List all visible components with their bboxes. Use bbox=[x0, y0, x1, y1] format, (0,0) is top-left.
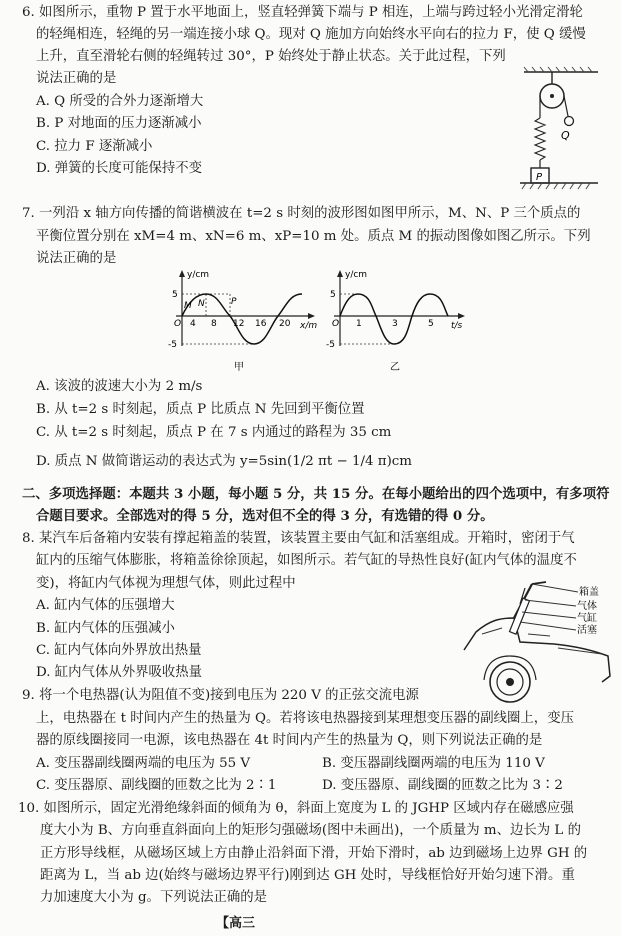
q6-label-q: Q bbox=[561, 129, 570, 142]
q7b-origin: O bbox=[332, 319, 340, 329]
q7a-ytick-5: 5 bbox=[172, 290, 178, 300]
q8-option-b: B. 缸内气体的压强减小 bbox=[36, 621, 175, 636]
q10-stem-line-3: 正方形导线框，从磁场区域上方由静止沿斜面下滑，开始下滑时，ab 边到磁场上边界 GH 的 bbox=[40, 846, 588, 861]
q8-car-trunk-figure bbox=[462, 578, 614, 704]
q10-stem-line-1: 10. 如图所示，固定光滑绝缘斜面的倾角为 θ，斜面上宽度为 L 的 JGHP 区域内存在磁感应强 bbox=[18, 801, 574, 816]
q9-stem-line-2: 上，电热器在 t 时间内产生的热量为 Q。若将该电热器接到某理想变压器的副线圈上，变压 bbox=[36, 711, 574, 726]
q7a-xtick-8: 8 bbox=[211, 319, 217, 329]
q8-option-a: A. 缸内气体的压强增大 bbox=[36, 598, 175, 613]
q7-stem-line-1: 7. 一列沿 x 轴方向传播的简谐横波在 t=2 s 时刻的波形图如图甲所示，M、N、P 三个质点的 bbox=[22, 206, 581, 221]
q7b-ytick-neg5: -5 bbox=[326, 340, 335, 350]
q10-stem-line-2: 度大小为 B、方向垂直斜面向上的矩形匀强磁场(图中未画出)，一个质量为 m、边长为 L 的 bbox=[40, 823, 581, 838]
q7-option-d: D. 质点 N 做简谐运动的表达式为 y=5sin(1/2 πt − 1/4 π)cm bbox=[36, 454, 413, 469]
q8-label-gas: 气体 bbox=[577, 601, 597, 612]
q7a-xtick-20: 20 bbox=[279, 319, 291, 329]
page-footer: 【高三 bbox=[216, 916, 256, 931]
q7-option-a: A. 该波的波速大小为 2 m/s bbox=[36, 379, 203, 394]
q9-option-b: B. 变压器副线圈两端的电压为 110 V bbox=[322, 756, 545, 771]
q9-stem-line-1: 9. 将一个电热器(认为阻值不变)接到电压为 220 V 的正弦交流电源 bbox=[22, 688, 419, 703]
q6-option-d: D. 弹簧的长度可能保持不变 bbox=[36, 161, 203, 176]
q7a-caption: 甲 bbox=[234, 362, 244, 373]
q7b-xtick-1: 1 bbox=[356, 319, 362, 329]
section2-heading-line-1: 二、多项选择题：本题共 3 小题，每小题 5 分，共 15 分。在每小题给出的四个选项中，有多项符 bbox=[22, 486, 610, 502]
q8-option-d: D. 缸内气体从外界吸收热量 bbox=[36, 665, 203, 680]
q7b-xtick-3: 3 bbox=[392, 319, 398, 329]
q9-option-a: A. 变压器副线圈两端的电压为 55 V bbox=[36, 756, 251, 771]
q9-stem-line-3: 器的原线圈接同一电源，该电热器在 4t 时间内产生的热量为 Q，则下列说法正确的是 bbox=[36, 733, 543, 748]
q7b-xtick-5: 5 bbox=[428, 319, 434, 329]
q7-wave-figure-a bbox=[160, 266, 318, 374]
q7a-xtick-12: 12 bbox=[233, 319, 245, 329]
section2-heading-line-2: 合题目要求。全部选对的得 5 分，选对但不全的得 3 分，有选错的得 0 分。 bbox=[36, 508, 494, 524]
q6-pulley-figure bbox=[520, 66, 602, 194]
q7a-label-m: M bbox=[184, 301, 192, 311]
q7a-label-p: P bbox=[231, 297, 237, 307]
q7a-ylabel: y/cm bbox=[187, 270, 210, 280]
q8-label-lid: 箱盖 bbox=[579, 587, 599, 598]
q7a-ytick-neg5: -5 bbox=[168, 340, 177, 350]
q6-stem-line-2: 的轻绳相连，轻绳的另一端连接小球 Q。现对 Q 施加方向始终水平向右的拉力 F，使 Q 缓慢 bbox=[36, 27, 586, 42]
q6-stem-line-4: 说法正确的是 bbox=[36, 71, 117, 86]
q7-option-c: C. 从 t=2 s 时刻起，质点 P 在 7 s 内通过的路程为 35 cm bbox=[36, 425, 392, 440]
q7b-ylabel: y/cm bbox=[345, 270, 368, 280]
q6-option-c: C. 拉力 F 逐渐减小 bbox=[36, 139, 153, 154]
q7-option-b: B. 从 t=2 s 时刻起，质点 P 比质点 N 先回到平衡位置 bbox=[36, 402, 365, 417]
q7a-label-n: N bbox=[198, 299, 205, 309]
q7b-ytick-5: 5 bbox=[330, 290, 336, 300]
q10-stem-line-5: 力加速度大小为 g。下列说法正确的是 bbox=[40, 890, 268, 905]
q7b-xlabel: t/s bbox=[451, 321, 463, 331]
q7a-xtick-16: 16 bbox=[255, 319, 267, 329]
q6-option-a: A. Q 所受的合外力逐渐增大 bbox=[36, 94, 204, 109]
q8-stem-line-3: 变)，将缸内气体视为理想气体，则此过程中 bbox=[36, 576, 296, 591]
q8-stem-line-2: 缸内的压缩气体膨胀，将箱盖徐徐顶起，如图所示。若气缸的导热性良好(缸内气体的温度不 bbox=[36, 553, 577, 568]
q6-stem-line-1: 6. 如图所示，重物 P 置于水平地面上，竖直轻弹簧下端与 P 相连，上端与跨过轻小光滑定滑轮 bbox=[22, 5, 583, 20]
q7-vibration-figure-b bbox=[318, 266, 468, 374]
q7a-xlabel: x/m bbox=[300, 321, 318, 331]
q7b-caption: 乙 bbox=[390, 362, 400, 373]
q8-label-piston: 活塞 bbox=[577, 625, 597, 636]
q8-label-cylinder: 气缸 bbox=[577, 613, 597, 624]
q6-label-p: P bbox=[536, 172, 543, 183]
q7-stem-line-2: 平衡位置分别在 xM=4 m、xN=6 m、xP=10 m 处。质点 M 的振动图像如图乙所示。下列 bbox=[36, 229, 591, 244]
q6-stem-line-3: 上升，直至滑轮右侧的轻绳转过 30°，P 始终处于静止状态。关于此过程，下列 bbox=[36, 49, 506, 64]
q10-stem-line-4: 距离为 L，当 ab 边(始终与磁场边界平行)刚到达 GH 处时，导线框恰好开始匀速下滑。重 bbox=[40, 868, 575, 883]
q9-option-d: D. 变压器原、副线圈的匝数之比为 3∶2 bbox=[322, 778, 563, 793]
q9-option-c: C. 变压器原、副线圈的匝数之比为 2∶1 bbox=[36, 778, 277, 793]
q6-option-b: B. P 对地面的压力逐渐减小 bbox=[36, 116, 202, 131]
q7a-xtick-4: 4 bbox=[190, 319, 196, 329]
q8-stem-line-1: 8. 某汽车后备箱内安装有撑起箱盖的装置，该装置主要由气缸和活塞组成。开箱时，密闭于气 bbox=[22, 531, 575, 546]
q7-stem-line-3: 说法正确的是 bbox=[36, 251, 117, 266]
q7a-origin: O bbox=[174, 319, 182, 329]
q8-option-c: C. 缸内气体向外界放出热量 bbox=[36, 643, 202, 658]
